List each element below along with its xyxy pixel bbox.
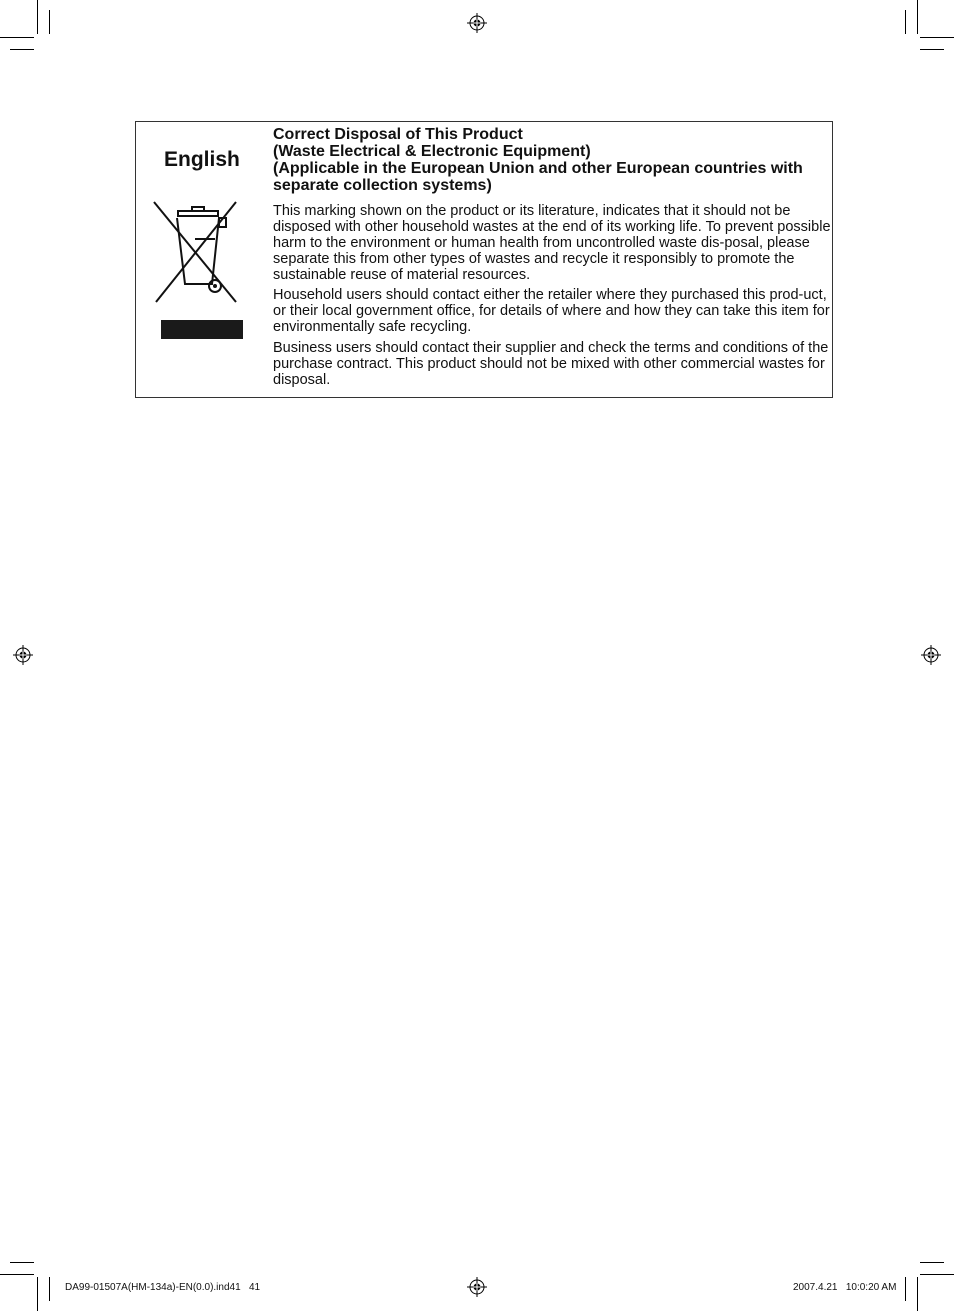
paragraph-household-users: Household users should contact either the retailer where they purchased this prod-uct, or their local government office, for details of where and how they can take this item for environmentally safe recycling. (273, 287, 830, 335)
crop-mark (905, 1277, 906, 1301)
crop-mark (905, 10, 906, 34)
crop-mark (37, 1277, 38, 1311)
crop-mark (0, 1274, 34, 1275)
notice-heading (273, 126, 831, 194)
crossed-out-wheelie-bin-icon (152, 200, 238, 304)
heading-line: separate collection systems) (273, 177, 492, 194)
crop-mark (920, 37, 954, 38)
crop-mark (920, 1262, 944, 1263)
crop-mark (10, 49, 34, 50)
crop-mark (10, 1262, 34, 1263)
paragraph-business-users: Business users should contact their supplier and check the terms and conditions of the purchase contract. This product should not be mixed with other commercial wastes for disposal. (273, 340, 829, 388)
crop-mark (49, 1277, 50, 1301)
registration-mark-icon (467, 1277, 487, 1297)
language-label: English (164, 148, 240, 171)
notice-text (273, 126, 831, 388)
crop-mark (49, 10, 50, 34)
registration-mark-icon (467, 13, 487, 33)
heading-line: (Applicable in the European Union and other European countries with (273, 160, 803, 177)
heading-line: (Waste Electrical & Electronic Equipment) (273, 143, 591, 160)
registration-mark-icon (921, 645, 941, 665)
crop-mark (917, 1277, 918, 1311)
paragraph-disposal: This marking shown on the product or its literature, indicates that it should not be disposed with other household wastes at the end of its working life. To prevent possible harm to the environment or human health from uncontrolled waste dis-posal, please separate this from other types of wastes and recycle it responsibly to promote the sustainable reuse of material resources. (273, 203, 831, 283)
crop-mark (37, 0, 38, 34)
crop-mark (920, 1274, 954, 1275)
crop-mark (920, 49, 944, 50)
crop-mark (917, 0, 918, 34)
crop-mark (0, 37, 34, 38)
footer-file-info: DA99-01507A(HM-134a)-EN(0.0).ind41 41 (65, 1282, 261, 1293)
registration-mark-icon (13, 645, 33, 665)
weee-notice-box (135, 121, 833, 398)
heading-line: Correct Disposal of This Product (273, 126, 523, 143)
footer-timestamp: 2007.4.21 10:0:20 AM (793, 1282, 897, 1293)
black-bar (161, 320, 243, 339)
